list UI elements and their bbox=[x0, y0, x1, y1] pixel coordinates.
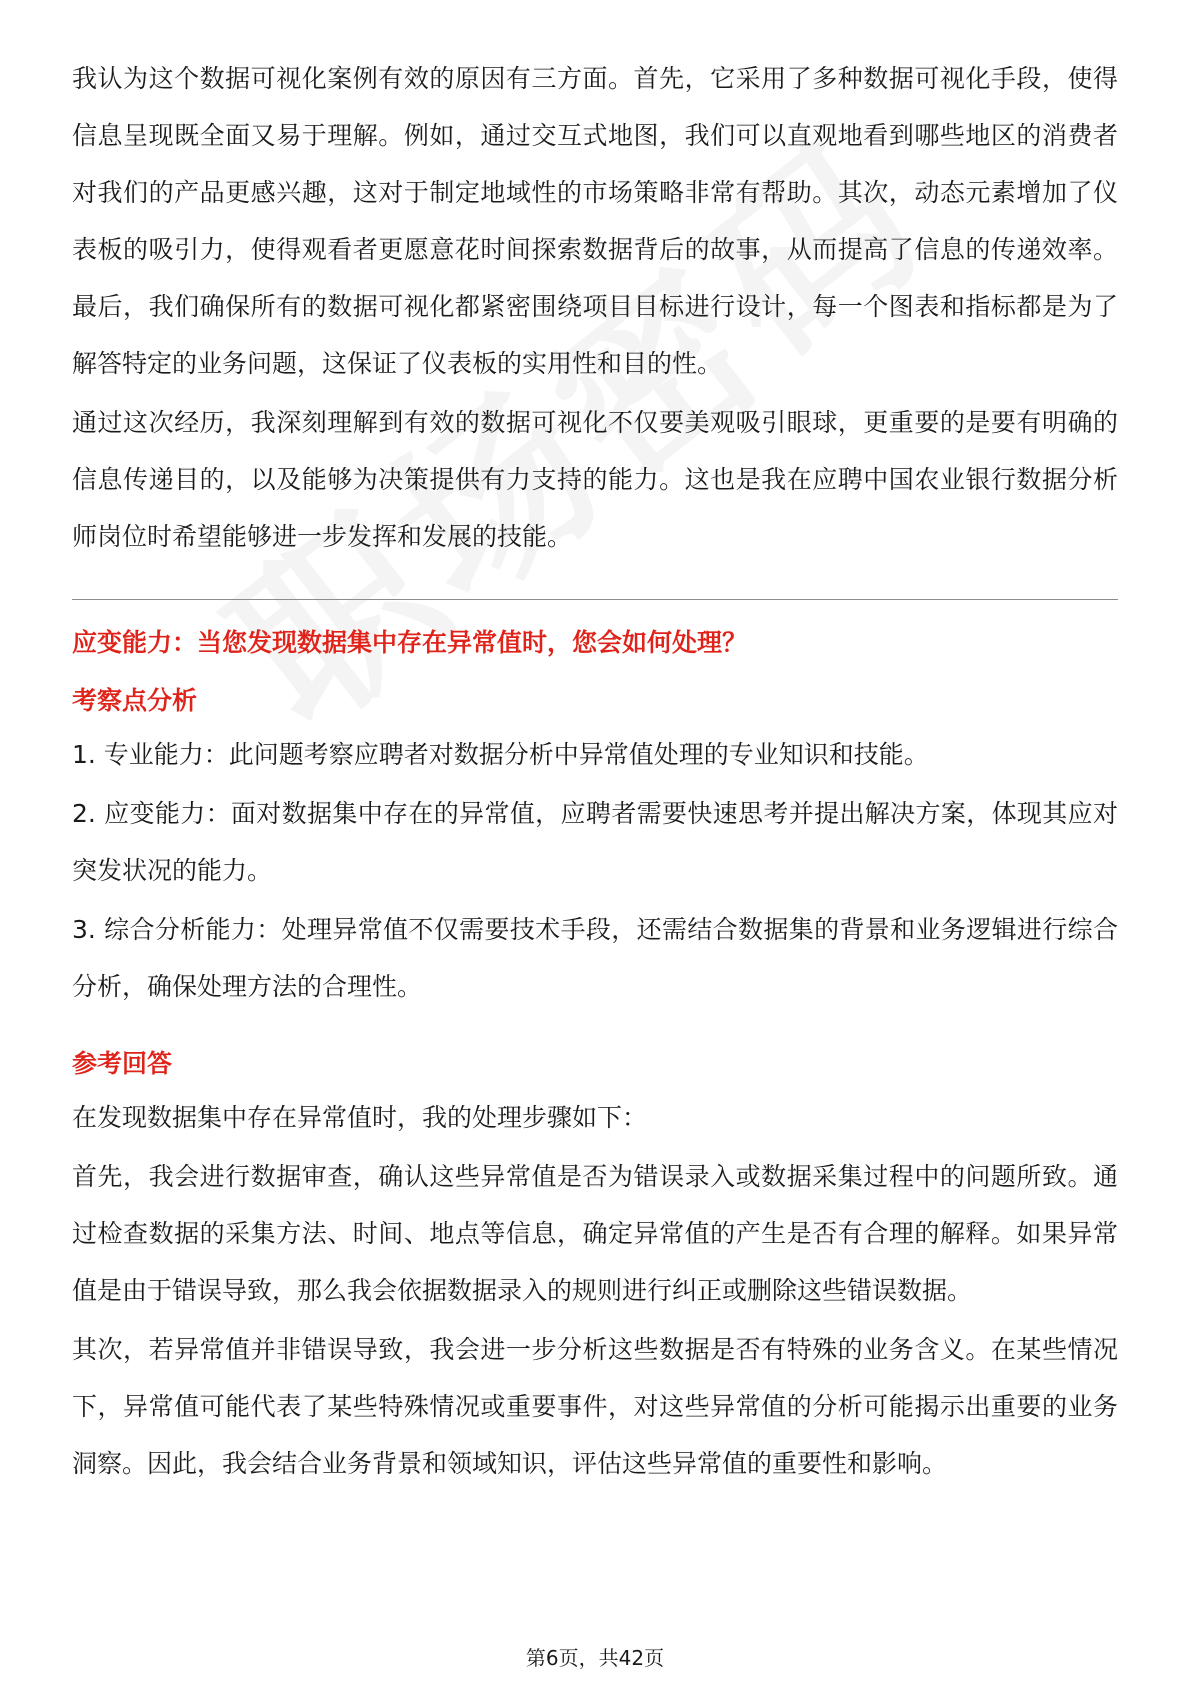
question-title: 应变能力：当您发现数据集中存在异常值时，您会如何处理？ bbox=[72, 628, 748, 657]
analysis-item-1: 1. 专业能力：此问题考察应聘者对数据分析中异常值处理的专业知识和技能。 bbox=[72, 740, 929, 769]
section-divider bbox=[72, 599, 1118, 600]
analysis-item-3: 3. 综合分析能力：处理异常值不仅需要技术手段，还需结合数据集的背景和业务逻辑进行综合分析，确保处理方法的合理性。 bbox=[72, 915, 1118, 1001]
analysis-heading: 考察点分析 bbox=[72, 686, 198, 715]
answer-paragraph-3: 其次，若异常值并非错误导致，我会进一步分析这些数据是否有特殊的业务含义。在某些情况下，异常值可能代表了某些特殊情况或重要事件，对这些异常值的分析可能揭示出重要的业务洞察。因此，我会结合业务背景和领域知识，评估这些异常值的重要性和影响。 bbox=[72, 1335, 1118, 1478]
analysis-item-2: 2. 应变能力：面对数据集中存在的异常值，应聘者需要快速思考并提出解决方案，体现其应对突发状况的能力。 bbox=[72, 799, 1118, 885]
intro-paragraph-2: 通过这次经历，我深刻理解到有效的数据可视化不仅要美观吸引眼球，更重要的是要有明确的信息传递目的，以及能够为决策提供有力支持的能力。这也是我在应聘中国农业银行数据分析师岗位时希望能够进一步发挥和发展的技能。 bbox=[72, 408, 1118, 551]
answer-paragraph-2: 首先，我会进行数据审查，确认这些异常值是否为错误录入或数据采集过程中的问题所致。通过检查数据的采集方法、时间、地点等信息，确定异常值的产生是否有合理的解释。如果异常值是由于错误导致，那么我会依据数据录入的规则进行纠正或删除这些错误数据。 bbox=[72, 1162, 1118, 1305]
page-number: 第6页，共42页 bbox=[525, 1646, 665, 1670]
answer-paragraph-1: 在发现数据集中存在异常值时，我的处理步骤如下： bbox=[72, 1103, 648, 1132]
answer-heading: 参考回答 bbox=[72, 1049, 173, 1078]
intro-paragraph-1: 我认为这个数据可视化案例有效的原因有三方面。首先，它采用了多种数据可视化手段，使得信息呈现既全面又易于理解。例如，通过交互式地图，我们可以直观地看到哪些地区的消费者对我们的产品更感兴趣，这对于制定地域性的市场策略非常有帮助。其次，动态元素增加了仪表板的吸引力，使得观看者更愿意花时间探索数据背后的故事，从而提高了信息的传递效率。最后，我们确保所有的数据可视化都紧密围绕项目目标进行设计，每一个图表和指标都是为了解答特定的业务问题，这保证了仪表板的实用性和目的性。 bbox=[72, 64, 1118, 378]
page-content bbox=[72, 50, 1118, 1494]
